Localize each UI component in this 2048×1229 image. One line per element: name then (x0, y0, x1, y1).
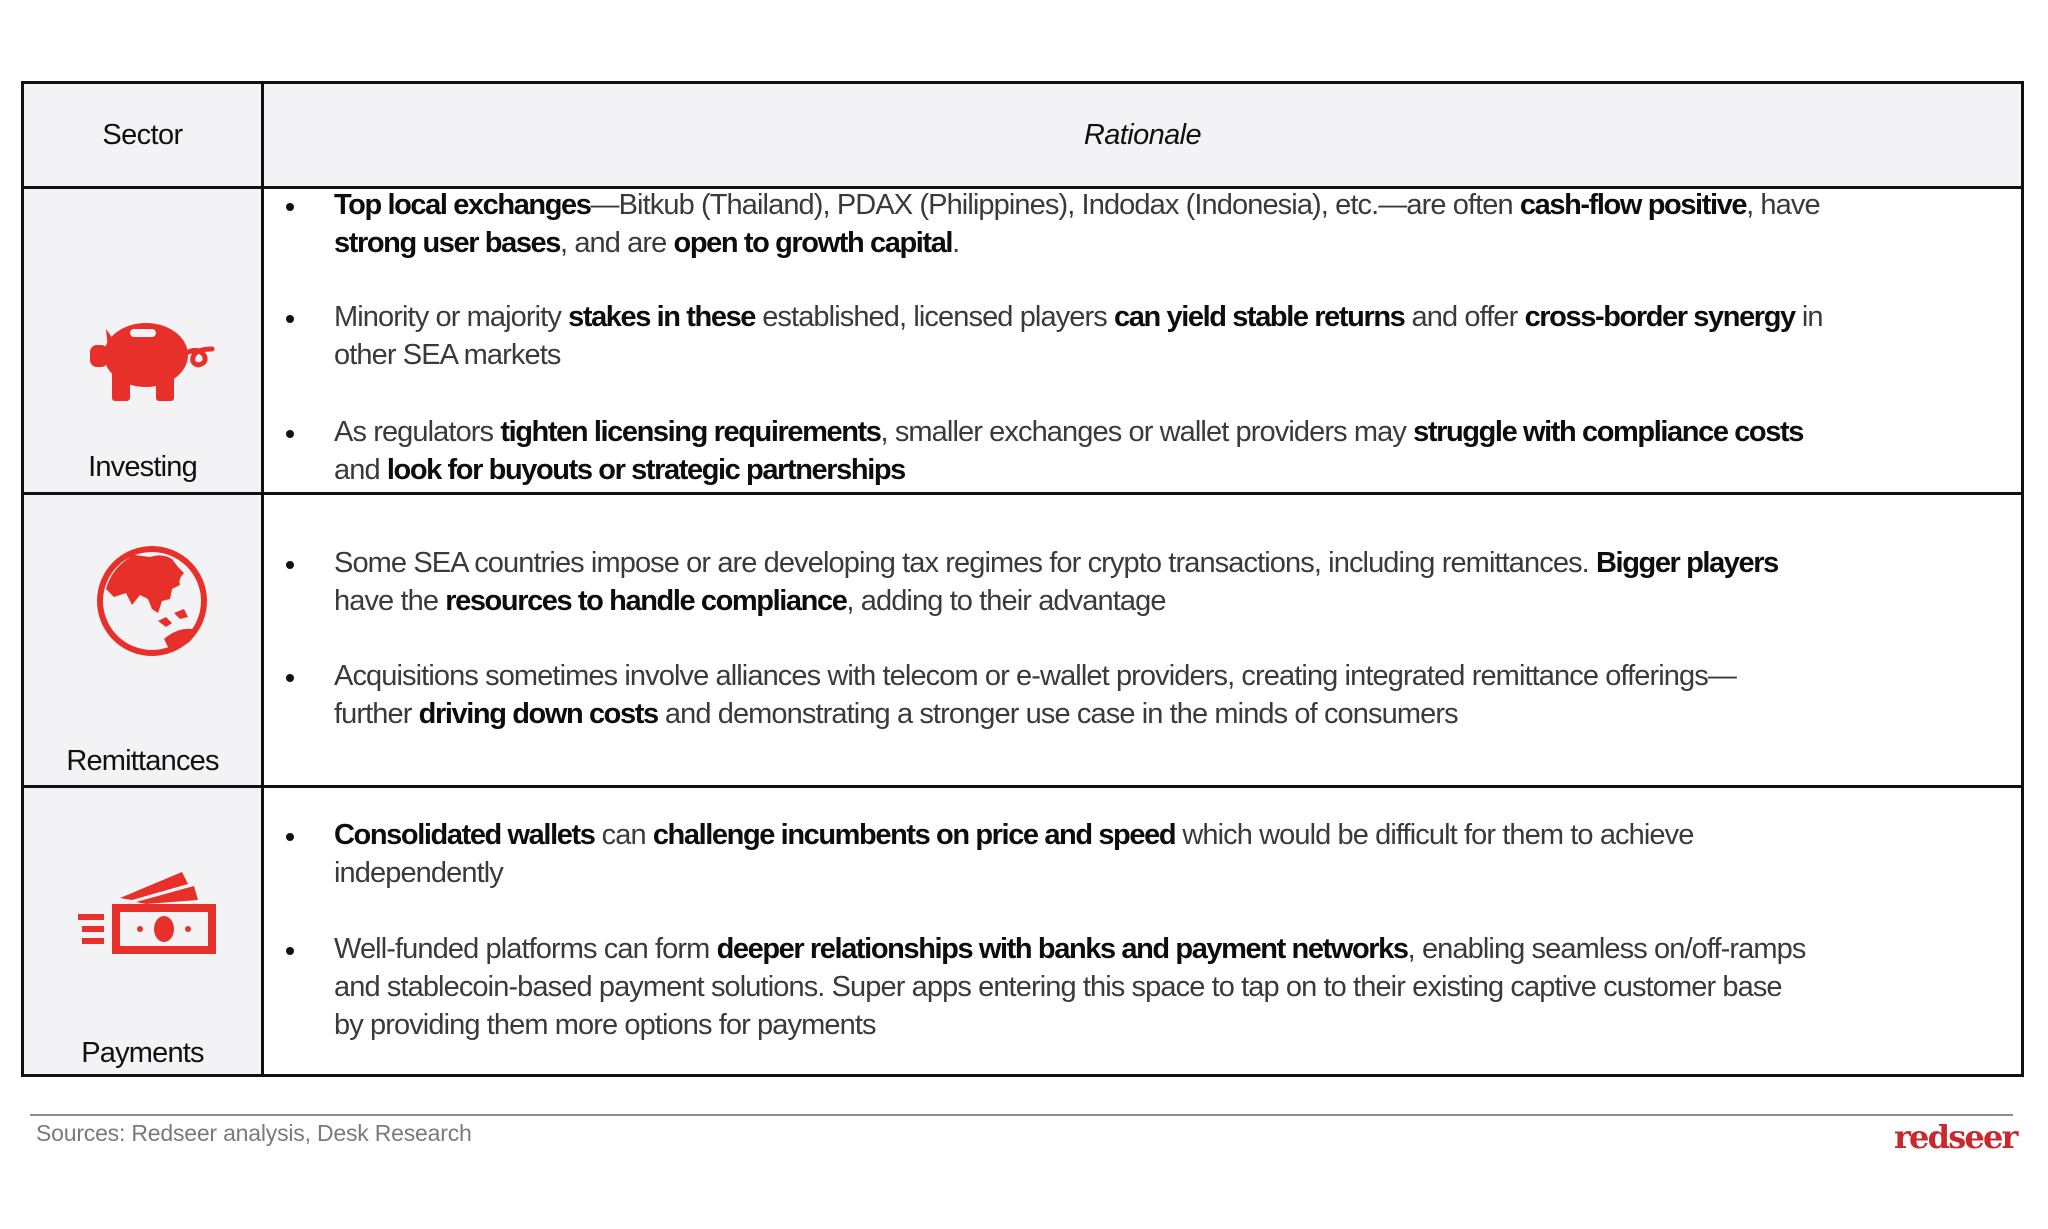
bullet-line: Acquisitions sometimes involve alliances with telecom or e-wallet providers, creating integrated remittance offerings— (334, 660, 1736, 692)
bullet-dot-icon (286, 430, 294, 438)
bullet-line: Well-funded platforms can form deeper relationships with banks and payment networks, enabling seamless on/off-ramps (334, 933, 1806, 965)
bullet-dot-icon (286, 833, 294, 841)
cash-payment-icon (76, 872, 216, 956)
header-rationale-label: Rationale (1083, 118, 1202, 151)
redseer-logo: redseer (1894, 1118, 2017, 1156)
bullet-line: independently (334, 857, 503, 889)
sector-label-investing: Investing (88, 451, 197, 483)
bullet-dot-icon (286, 674, 294, 682)
bullet-line: strong user bases, and are open to growth capital. (334, 227, 960, 259)
bullet-dot-icon (286, 203, 294, 211)
bullet-line: Consolidated wallets can challenge incumbents on price and speed which would be difficult for them to achieve (334, 819, 1694, 851)
sources-note: Sources: Redseer analysis, Desk Research (36, 1120, 472, 1146)
bullet-dot-icon (286, 561, 294, 569)
header-divider (24, 186, 2021, 189)
footer-divider (30, 1114, 2013, 1116)
header-sector (24, 84, 261, 186)
rationale-cell-investing (264, 189, 2021, 492)
header-sector-label: Sector (102, 118, 183, 151)
sector-cell-investing (24, 189, 261, 492)
piggy-bank-icon (86, 309, 216, 405)
bullet-line: Some SEA countries impose or are developing tax regimes for crypto transactions, including remittances. Bigger players (334, 547, 1778, 579)
rationale-cell-payments (264, 788, 2021, 1074)
sector-label-payments: Payments (81, 1037, 204, 1069)
bullet-line: other SEA markets (334, 339, 561, 371)
row-divider (24, 785, 2021, 788)
bullet-line: As regulators tighten licensing requirements, smaller exchanges or wallet providers may struggle with compliance costs (334, 416, 1803, 448)
bullet-dot-icon (286, 947, 294, 955)
bullet-line: and stablecoin-based payment solutions. Super apps entering this space to tap on to their existing captive customer base (334, 971, 1782, 1003)
bullet-dot-icon (286, 315, 294, 323)
sector-label-remittances: Remittances (66, 745, 219, 777)
bullet-line: and look for buyouts or strategic partnerships (334, 454, 905, 486)
sector-cell-remittances (24, 495, 261, 785)
sector-cell-payments (24, 788, 261, 1074)
globe-asia-icon (92, 543, 212, 659)
header-rationale (264, 84, 2021, 186)
sector-rationale-table (21, 81, 2024, 1077)
rationale-cell-remittances (264, 495, 2021, 785)
bullet-line: Minority or majority stakes in these established, licensed players can yield stable returns and offer cross-border synergy in (334, 301, 1823, 333)
bullet-line: by providing them more options for payments (334, 1009, 876, 1041)
bullet-line: Top local exchanges—Bitkub (Thailand), PDAX (Philippines), Indodax (Indonesia), etc.—are often cash-flow positive, have (334, 189, 1820, 221)
column-divider (261, 84, 264, 1074)
row-divider (24, 492, 2021, 495)
bullet-line: have the resources to handle compliance, adding to their advantage (334, 585, 1166, 617)
bullet-line: further driving down costs and demonstrating a stronger use case in the minds of consumers (334, 698, 1458, 730)
